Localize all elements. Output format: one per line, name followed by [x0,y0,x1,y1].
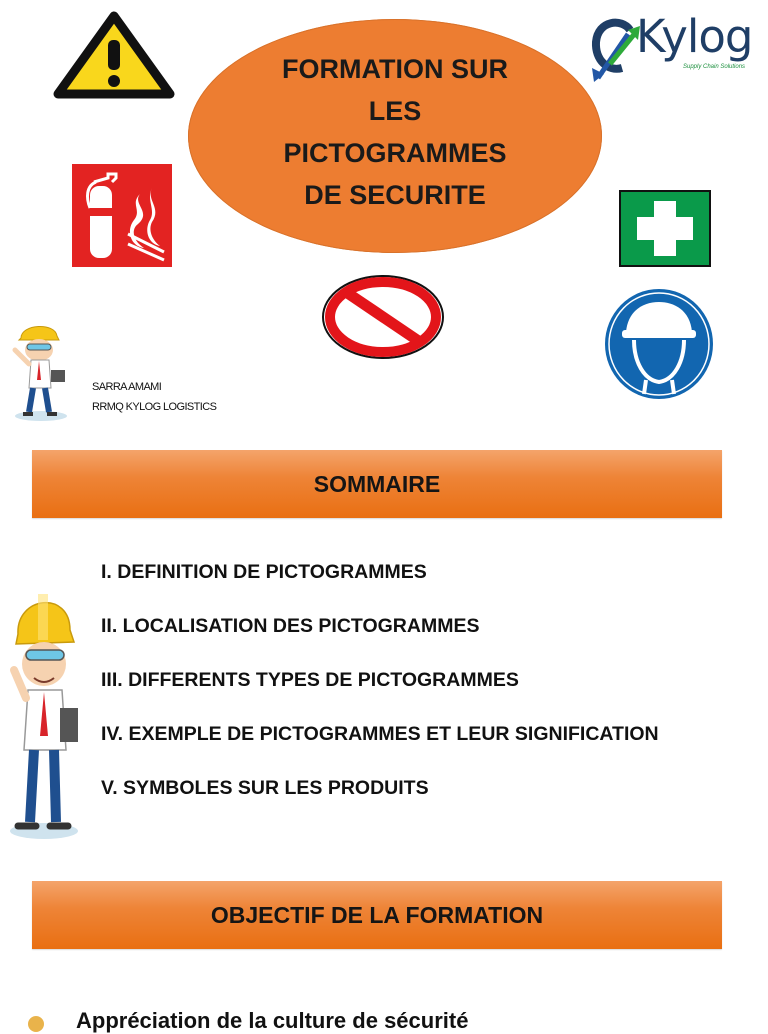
warning-triangle-icon [52,10,177,100]
summary-item-2: II. LOCALISATION DES PICTOGRAMMES [101,615,480,637]
logo-tagline: Supply Chain Solutions [683,64,746,70]
title-line-1: FORMATION SUR [282,54,508,84]
first-aid-cross-icon [619,190,711,267]
summary-item-4: IV. EXEMPLE DE PICTOGRAMMES ET LEUR SIGNIFICATION [101,723,659,745]
kylog-logo [588,6,763,86]
title-line-2: LES [368,96,422,126]
page-title [245,48,545,216]
worker-mascot-large-icon [4,586,88,848]
title-ellipse [188,19,602,253]
logo-wordmark: Kylog [636,10,753,63]
fire-extinguisher-icon [72,164,172,267]
author-role: RRMQ KYLOG LOGISTICS [92,401,217,413]
summary-heading: SOMMAIRE [313,470,441,497]
summary-banner [32,450,722,518]
author-block [92,377,216,417]
summary-item-5: V. SYMBOLES SUR LES PRODUITS [101,777,429,799]
summary-item-3: III. DIFFERENTS TYPES DE PICTOGRAMMES [101,669,519,691]
objective-bullet [28,1016,44,1032]
objective-banner [32,881,722,949]
summary-item-1: I. DEFINITION DE PICTOGRAMMES [101,561,427,583]
author-name: SARRA AMAMI [92,381,162,393]
objective-first-line: Appréciation de la culture de sécurité [76,1008,469,1033]
summary-list [101,557,659,827]
title-line-3: PICTOGRAMMES [283,138,507,168]
worker-mascot-icon [5,320,75,422]
objective-heading: OBJECTIF DE LA FORMATION [210,901,544,928]
title-line-4: DE SECURITE [304,180,486,210]
prohibition-sign-icon [320,272,446,362]
hard-hat-mandatory-icon [604,288,714,400]
